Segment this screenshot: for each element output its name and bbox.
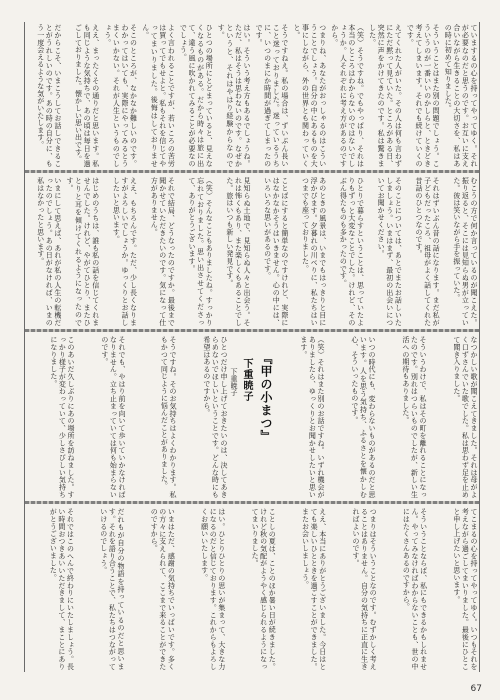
text-column [76,334,127,500]
text-column [252,22,290,169]
text-column [176,22,214,169]
column-text: それはずいぶん昔の話になります。まだ私が子どもだったころ、祖母がよく話してくれた昔話のひとつなのです。 [414,177,441,326]
column-text: ことばにすると簡単なのですけれど、実際にはなかなかそうはいきません。心の中には、いろいろな思いがあるのです。 [263,177,289,326]
column-text: よく言われることですが、若いころの苦労は買ってでもせよと。私もそれを信じてやってまいりました。後悔はしておりません。 [141,24,176,167]
column-text: てこまるの心を持ってやってゆく。いつもそれを考えながら過ごしてまいりました。最後にひとこと申し上げたいと思います。 [452,508,478,670]
text-band-3 [25,334,479,500]
column-text: それでも、やはり前を向いて歩いていかなければなりません。立ち止まっていては何も始まらないのです。 [100,336,126,498]
text-column [275,334,326,500]
text-column [277,506,327,672]
column-text: いまはただ、感謝の気持ちでいっぱいです。多くの方々に支えられて、ここまで来ることができたのですから。 [150,508,176,670]
column-text: そこのところが、なかなか難しいのです。わかってはいても、実際にやってみるとうまくいかない。それが人生というものでしょう。 [103,24,138,167]
text-column [252,175,290,328]
column-text: （笑）そうですね。でもやっぱり、それは本当のところはわからないのではないでしょうか。人それぞれに考え方があるのですから。 [330,24,365,167]
text-column [214,175,252,328]
text-column [214,22,252,169]
column-text: つまりね、あなたがおっしゃるのはこういうことでしょう。自分の中にあるものを大事にしながら、外の世界とも関わっていくと。 [292,24,327,167]
text-band-2 [25,175,479,328]
text-column [378,506,428,672]
article-title: 『甲の小まつ』 [259,352,273,443]
text-column [377,334,428,500]
column-text: そういうわけで、私はその町を離れることになったのです。別れはつらいものでしたが、新しい生活への期待もありました。 [401,336,427,498]
text-column [441,175,479,328]
text-column [63,175,101,328]
text-column [441,22,479,169]
column-text: ええ、本当にありがとうございました。今日はとても楽しいひとときを過ごすことができました。またお会いしましょう。 [301,508,327,670]
text-column [139,175,177,328]
text-column [366,22,404,169]
text-column [25,334,76,500]
column-text: それではこのへんで終わりにいたしましょう。長い時間おつきあいいただきまして、まことにありがとうございました。 [49,508,75,670]
column-text: ひとつだけ申し上げておきたいのは、決してあきらめないでほしいということです。どんな時にも希望はあるのですから。 [202,336,228,498]
column-text: いまにして思えば、あれが私の人生の転機だったのでしょう。あの日がなければ、いまの私はなかったと思います。 [36,177,62,326]
article-heading [229,334,275,500]
column-text: ひとつの場所にとどまっていると、見えなくなるものがある。だから時々は旅に出て、違う風に吹かれてみることが必要なのでしょう。 [179,24,214,167]
band-divider [25,170,479,173]
text-column [63,22,101,169]
band-divider [25,329,479,332]
column-text: いつの時代にも、変わらないものがあるのだと思います。人を思う気持ち、ふるさとを懐かしむ心、そういったものです。 [350,336,376,498]
text-column [25,175,63,328]
text-column [326,334,377,500]
text-column [403,175,441,328]
column-text: そのことについては、あとでまたお話しいたしましょう。いまはまず、最初の出会いについてお聞かせください。 [377,177,403,326]
column-text: つまりはそういうことなのです。むずかしく考えることはありません。自分の気持ちに正直に生きればよいのです。 [351,508,378,670]
article-author: 下重暁子 [241,358,252,402]
column-text: はじめのうちは、誰も私の話を信じてくれませんでした。けれど、やがてひとり、またひとりと耳を傾けてくれるようになったのです。 [65,177,100,326]
column-text: そうですね。そのお気持ちはよくわかります。私もかつて同じように悩んだことがありました。 [160,336,177,498]
column-text: ええ、もちろんです。ただ、少し長くなりますがよろしいでしょうか。ゆっくりとお話ししたいと思います。 [112,177,138,326]
text-frame [24,22,480,672]
text-column [290,175,328,328]
column-text: そういうことならば、私にもできるかもしれません。やってみなければわからないことも、世の中にはたくさんあるのですから。 [402,508,428,670]
text-column [428,334,479,500]
text-column [101,175,139,328]
column-text: えてくれた人がいた。その人は何も言わずにただ黙って見ていた。ところがある日、突然に声をかけてきたのです。私は驚きました。 [368,24,403,167]
column-text: 見知らぬ土地で、見知らぬ人々と出会う。それは怖くもあり、また楽しくもあることでした。旅はいつも新しい発見です。 [225,177,252,326]
text-column [126,506,176,672]
text-band-4 [25,506,479,672]
column-text: はい。ひとりひとりの思いが集まって、大きな力になるのだと信じております。これからもよろしくお願いいたします。 [200,508,226,670]
band-divider [25,501,479,504]
column-text: それで結局、どうなったのですか。最後まで聞かせていただきたいのです。気になって仕方がありません。 [150,177,176,326]
text-column [176,506,226,672]
column-text: このあいだ久しぶりにあの場所を訪ねました。すっかり様子が変わっていて、少しさびしい気持ちになりました。 [49,336,75,498]
page-number: 67 [470,684,482,694]
text-band-1 [25,22,479,169]
text-column [429,506,479,672]
column-text: だれもが自分の物語を持っているのだと思います。それを語り合うことで、私たちはつながっていけるのでしょう。 [99,508,125,670]
text-column [127,334,178,500]
column-text: だからこそ、いまこうしてお話しできることがうれしいのです。あの時の自分に、もう一度会えるような気がいたします。 [36,24,62,167]
column-text: （笑）そんなこともありましたね。すっかり忘れておりました。思い出させてくださって、ありがとうございます。 [188,177,214,326]
text-column [25,22,63,169]
column-text: そうですねえ。私の場合は、ずいぶん長いこと迷っておりました。迷っているうちに、いつのまにか時間が過ぎてしまったのです。 [255,24,289,167]
column-text: あのときの風景は、いまでもはっきりと目に浮かびます。夕暮れの川べりに、私たちはいつまでも座っておりました。 [301,177,327,326]
column-text: むこうの方で何か言っているのが聞こえた。振り返ると、そこには見知らぬ男が立っていた。彼は笑いながら手を振っていた。 [452,177,478,326]
column-text: なつかしい歌が聞こえてきました。それは母がよく口ずさんでいた歌でした。私は思わず足を止めて聞き入りました。 [452,336,478,498]
text-column [403,22,441,169]
text-column [366,175,404,328]
text-column [290,22,328,169]
text-column [176,175,214,328]
text-column [227,506,277,672]
column-text: ひとりで暮らすということは、思っていたよりもずっと大変なことでした。けれど、そのぶん得たものも多かったのです。 [339,177,365,326]
column-text: ええ、まったくその通りだと思います。私も同じような気持ちで、あの頃は毎日を過ごしておりました。懐かしい思い出です。 [74,24,100,167]
column-text: ていまするの心を持ってやってゆく。それが必要なのだと思うのです。お互いに支え合いながら生きることの大切さを、私はあの時に初めて知りました。 [444,24,478,167]
text-column [101,22,139,169]
column-text: ことしの夏は、ことのほか暑い日が続きました。けれど秋の気配がようやく感じられるようになってまいりました。 [251,508,277,670]
column-text: そういうことはまた別の問題でしょう。こういうのが一番いいのかしらと、ときどき考えてしまいます。それでも続けていくのです。 [406,24,441,167]
text-column [328,175,366,328]
text-column [139,22,177,169]
text-column [25,506,75,672]
column-text: はい。そういう考え方もあるでしょうね。ただ、私はそうは思わないのです。なぜかというと、それはやはり経験からなのです。 [217,24,252,167]
text-column [328,22,366,169]
column-text: （笑）それはまた別のお話ですね。いずれ機会がありましたら、ゆっくりとお聞かせしたいと思います。 [299,336,325,498]
text-column [328,506,378,672]
text-column [76,506,126,672]
text-column [178,334,229,500]
article-subhead: 下重暁子 [230,368,238,396]
